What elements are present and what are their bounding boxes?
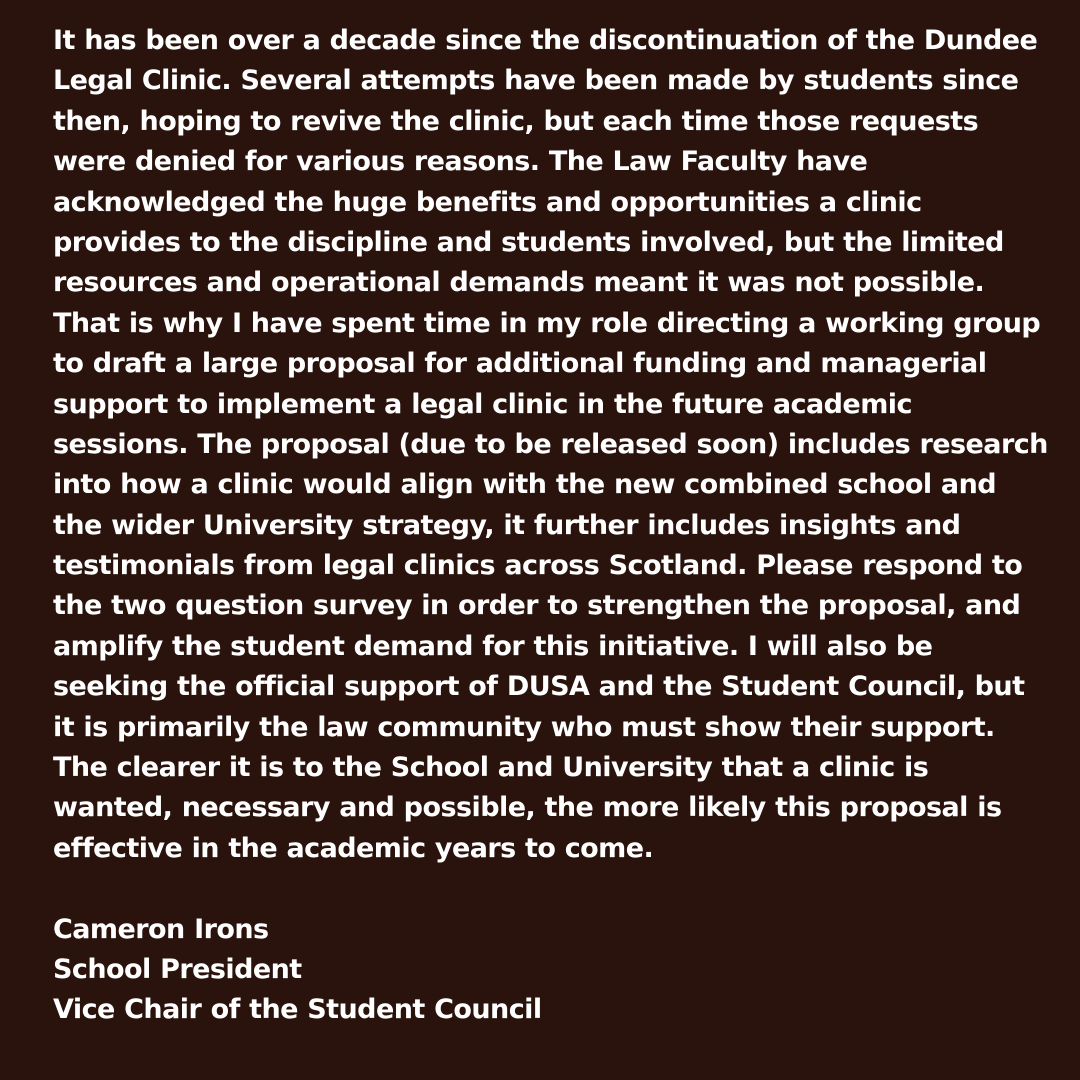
letter-body [53, 21, 1048, 869]
body-line: were denied for various reasons. The Law Faculty have [53, 146, 868, 178]
signature-role: Vice Chair of the Student Council [53, 994, 542, 1026]
body-line: support to implement a legal clinic in the future academic [53, 388, 912, 420]
letter [53, 21, 1048, 1031]
body-line: to draft a large proposal for additional funding and managerial [53, 348, 987, 380]
signature-name: Cameron Irons [53, 913, 269, 945]
body-line: effective in the academic years to come. [53, 832, 654, 864]
body-line: the wider University strategy, it further includes insights and [53, 509, 961, 541]
body-line: the two question survey in order to strengthen the proposal, and [53, 590, 1021, 622]
body-line: That is why I have spent time in my role directing a working group [53, 307, 1041, 339]
body-line: provides to the discipline and students involved, but the limited [53, 226, 1004, 258]
body-line: testimonials from legal clinics across Scotland. Please respond to [53, 550, 1023, 582]
body-line: The clearer it is to the School and University that a clinic is [53, 752, 929, 784]
body-line: It has been over a decade since the discontinuation of the Dundee [53, 25, 1038, 56]
body-line: resources and operational demands meant it was not possible. [53, 267, 985, 299]
body-line: amplify the student demand for this initiative. I will also be [53, 630, 933, 662]
signature-block [53, 910, 1033, 1031]
body-line: wanted, necessary and possible, the more likely this proposal is [53, 792, 1002, 824]
body-line: Legal Clinic. Several attempts have been made by students since [53, 65, 1019, 97]
body-line: sessions. The proposal (due to be released soon) includes research [53, 428, 1048, 460]
body-line: seeking the official support of DUSA and the Student Council, but [53, 671, 1025, 703]
body-line: it is primarily the law community who must show their support. [53, 711, 995, 743]
body-line: acknowledged the huge benefits and opportunities a clinic [53, 186, 922, 218]
signature-role: School President [53, 953, 302, 985]
body-line: into how a clinic would align with the new combined school and [53, 469, 997, 501]
body-line: then, hoping to revive the clinic, but each time those requests [53, 105, 979, 137]
